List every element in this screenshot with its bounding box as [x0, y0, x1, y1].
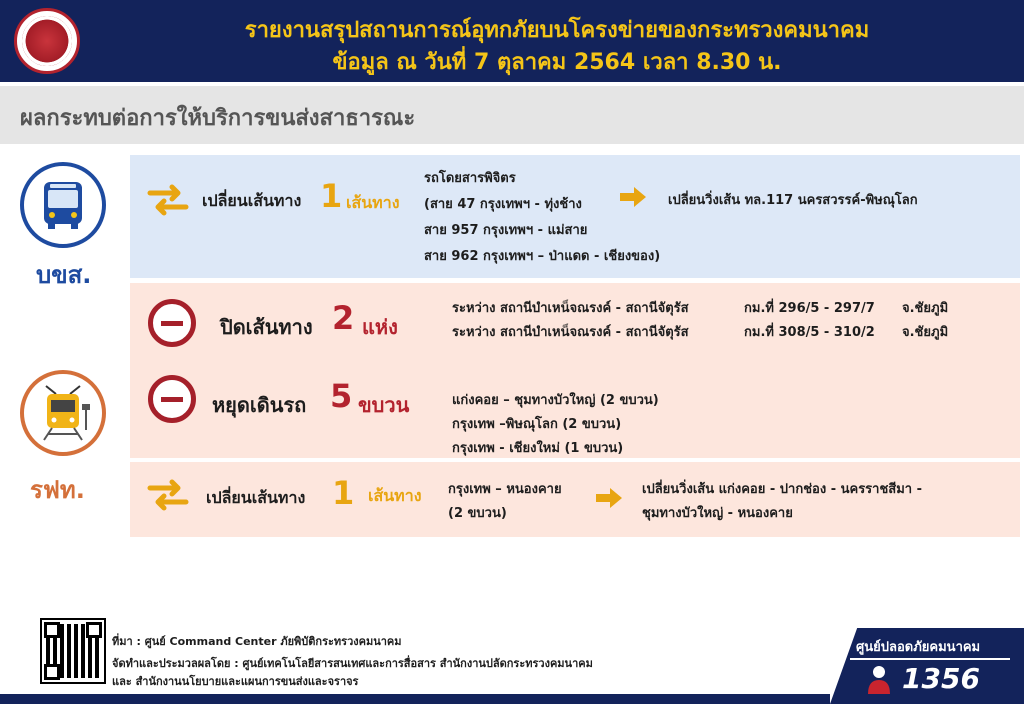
- reroute-count: 1: [320, 177, 343, 215]
- closed-unit: แห่ง: [362, 315, 398, 339]
- bus-detail-line: (สาย 47 กรุงเทพฯ - ทุ่งช้าง: [424, 197, 582, 212]
- train-reroute-detail: กรุงเทพ – หนองคาย: [448, 482, 562, 497]
- stopped-detail-line: กรุงเทพ –พิษณุโลก (2 ขบวน): [452, 417, 622, 432]
- swap-icon: [146, 478, 190, 512]
- bus-detail-line: สาย 962 กรุงเทพฯ – ป่าแดด - เชียงของ): [424, 249, 661, 264]
- report-date: ข้อมูล ณ วันที่ 7 ตุลาคม 2564 เวลา 8.30 น.: [332, 50, 782, 75]
- section-title: ผลกระทบต่อการให้บริการขนส่งสาธารณะ: [20, 106, 416, 131]
- reroute-count: 1: [332, 474, 355, 512]
- closed-row-km: กม.ที่ 296/5 - 297/7: [744, 301, 875, 316]
- minus-circle-icon: [148, 375, 196, 423]
- closed-row-province: จ.ชัยภูมิ: [902, 325, 949, 340]
- bus-reroute-panel: [130, 155, 1020, 278]
- bottom-bar: [0, 694, 830, 704]
- minus-circle-icon: [148, 299, 196, 347]
- reroute-label: เปลี่ยนเส้นทาง: [206, 488, 306, 507]
- train-agency-label: รฟท.: [30, 476, 85, 504]
- footer-prepared-by: จัดทำและประมวลผลโดย : ศูนย์เทคโนโลยีสารสนเทศและการสื่อสาร สำนักงานปลัดกระทรวงคมนาคม: [112, 657, 593, 670]
- bus-reroute-result: เปลี่ยนวิ่งเส้น ทล.117 นครสวรรค์-พิษณุโลก: [668, 193, 918, 208]
- swap-icon: [146, 183, 190, 217]
- hotline-number[interactable]: 1356: [902, 662, 980, 695]
- stopped-unit: ขบวน: [358, 393, 410, 417]
- report-title: รายงานสรุปสถานการณ์อุทกภัยบนโครงข่ายของกระทรวงคมนาคม: [244, 18, 870, 43]
- bus-detail-line: รถโดยสารพิจิตร: [424, 171, 516, 186]
- footer-source: ที่มา : ศูนย์ Command Center ภัยพิบัติกระทรวงคมนาคม: [112, 635, 402, 648]
- reroute-unit: เส้นทาง: [368, 486, 422, 505]
- train-closure-panel: [130, 283, 1020, 458]
- stopped-detail-line: กรุงเทพ - เชียงใหม่ (1 ขบวน): [452, 441, 624, 456]
- reroute-unit: เส้นทาง: [346, 193, 400, 212]
- qr-code[interactable]: [40, 618, 106, 684]
- hotline-divider: [850, 658, 1010, 660]
- stopped-count: 5: [330, 377, 353, 415]
- train-reroute-result: ชุมทางบัวใหญ่ - หนองคาย: [642, 506, 793, 521]
- reroute-label: เปลี่ยนเส้นทาง: [202, 191, 302, 210]
- closed-count: 2: [332, 299, 355, 337]
- bus-icon: [20, 162, 106, 248]
- closed-row-province: จ.ชัยภูมิ: [902, 301, 949, 316]
- header-bar: [0, 0, 1024, 82]
- stopped-label: หยุดเดินรถ: [212, 393, 307, 417]
- closed-label: ปิดเส้นทาง: [220, 315, 313, 339]
- section-bar: [0, 86, 1024, 144]
- person-icon: [864, 664, 894, 694]
- train-reroute-result: เปลี่ยนวิ่งเส้น แก่งคอย - ปากช่อง - นครราชสีมา -: [642, 482, 923, 497]
- hotline-title: ศูนย์ปลอดภัยคมนาคม: [856, 640, 981, 655]
- train-icon: [20, 370, 106, 456]
- ministry-logo: [14, 8, 80, 74]
- footer-prepared-by-2: และ สำนักงานนโยบายและแผนการขนส่งและจราจร: [112, 675, 359, 688]
- train-reroute-detail: (2 ขบวน): [448, 506, 507, 521]
- closed-row-between: ระหว่าง สถานีบำเหน็จณรงค์ - สถานีจัตุรัส: [452, 325, 689, 340]
- closed-row-between: ระหว่าง สถานีบำเหน็จณรงค์ - สถานีจัตุรัส: [452, 301, 689, 316]
- arrow-right-icon: [596, 488, 622, 508]
- stopped-detail-line: แก่งคอย – ชุมทางบัวใหญ่ (2 ขบวน): [452, 393, 659, 408]
- bus-detail-line: สาย 957 กรุงเทพฯ - แม่สาย: [424, 223, 588, 238]
- bus-agency-label: บขส.: [36, 261, 92, 289]
- arrow-right-icon: [620, 187, 646, 207]
- closed-row-km: กม.ที่ 308/5 - 310/2: [744, 325, 875, 340]
- train-reroute-panel: [130, 462, 1020, 537]
